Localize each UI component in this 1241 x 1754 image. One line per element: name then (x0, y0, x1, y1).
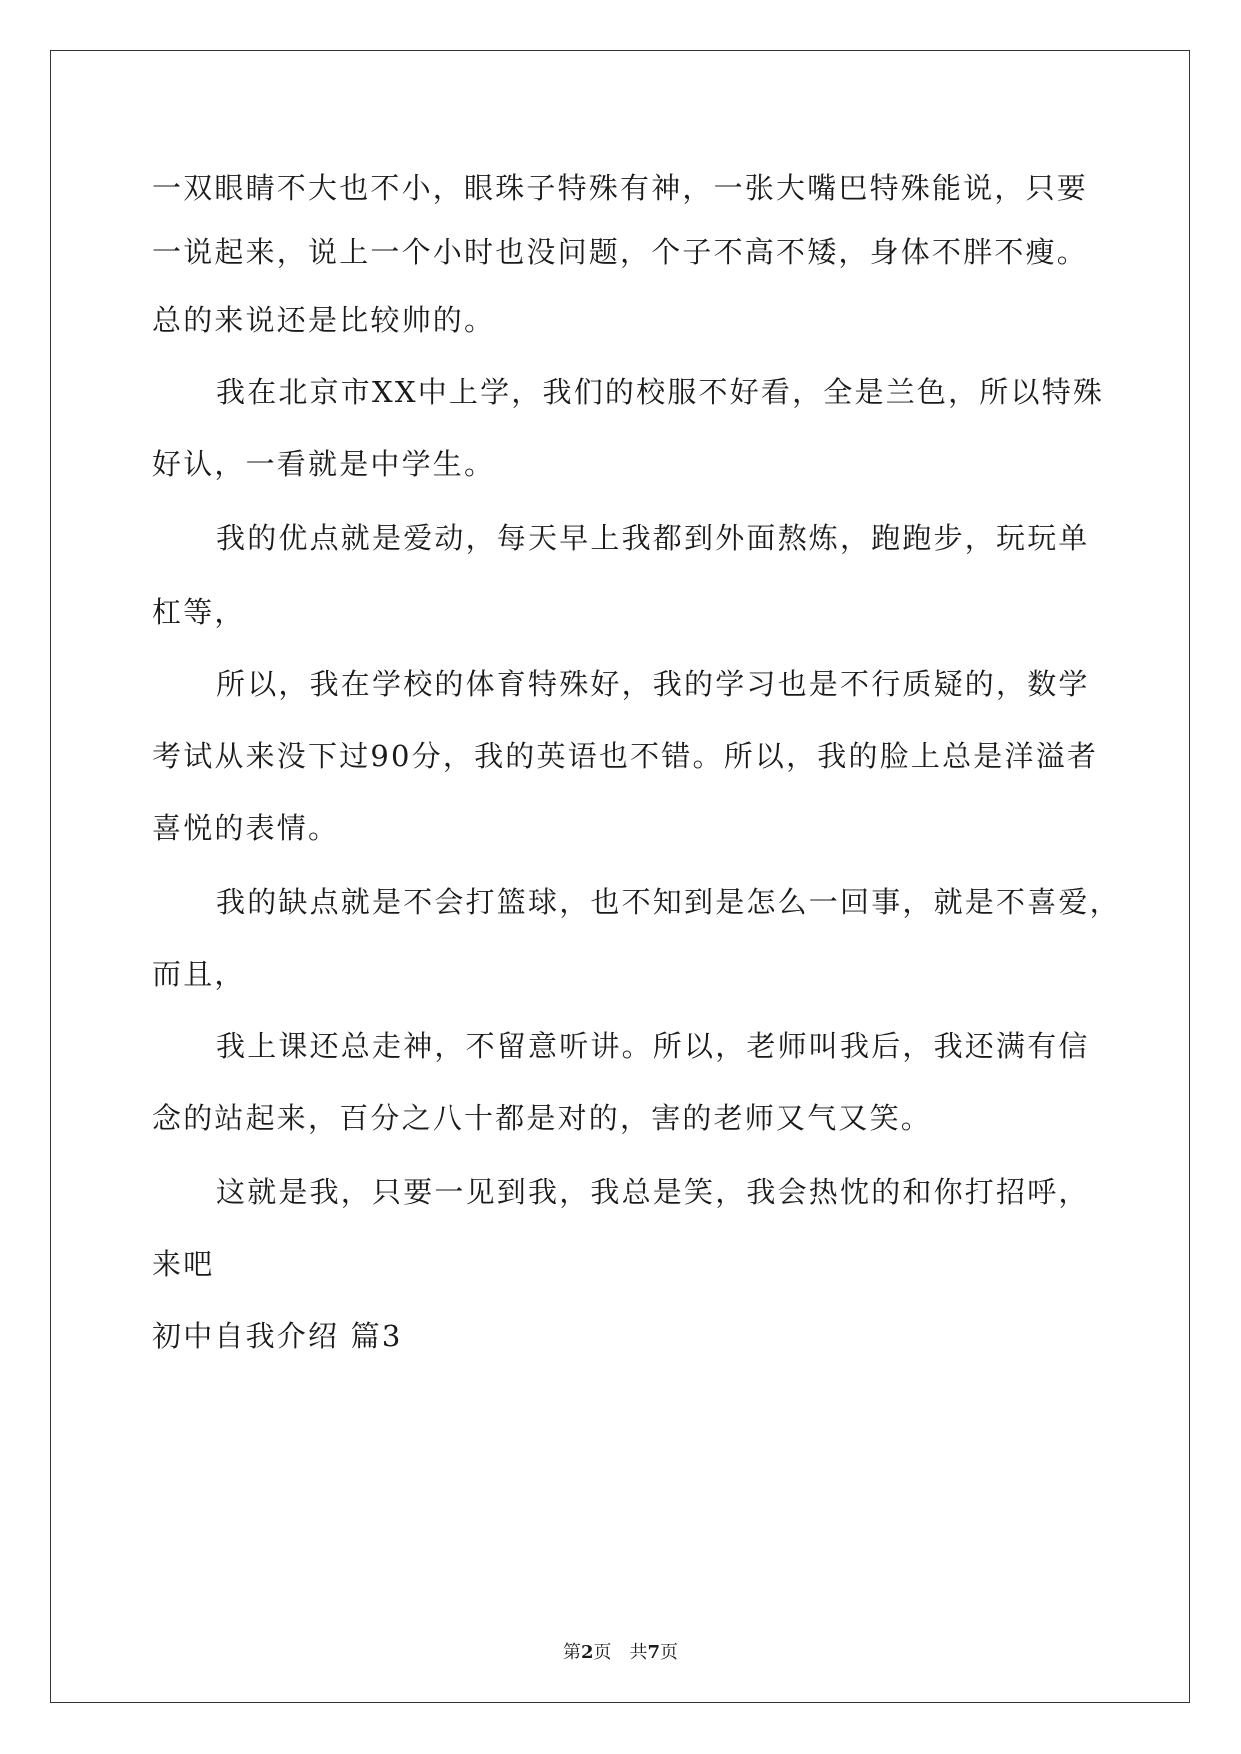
paragraph-line: 喜悦的表情。 (152, 811, 340, 845)
section-heading: 初中自我介绍 篇3 (152, 1319, 403, 1353)
total-label-prefix: 共 (629, 1642, 648, 1663)
paragraph-line: 所以，我在学校的体育特殊好，我的学习也是不行质疑的，数学 (216, 667, 1090, 701)
page-border (50, 50, 1190, 1703)
paragraph-line: 而且， (152, 957, 246, 991)
page-number: 2 (580, 1642, 594, 1663)
total-pages: 7 (647, 1642, 661, 1663)
paragraph-line: 念的站起来，百分之八十都是对的，害的老师又气又笑。 (152, 1101, 933, 1135)
paragraph-line: 总的来说还是比较帅的。 (152, 303, 496, 337)
paragraph-line: 来吧 (152, 1247, 215, 1281)
total-label-suffix: 页 (660, 1642, 679, 1663)
paragraph-line: 杠等， (152, 595, 246, 629)
paragraph-line: 我的缺点就是不会打篮球，也不知到是怎么一回事，就是不喜爱， (216, 885, 1121, 919)
paragraph-line: 考试从来没下过90分，我的英语也不错。所以，我的脸上总是洋溢者 (152, 739, 1099, 773)
paragraph-line: 我上课还总走神，不留意听讲。所以，老师叫我后，我还满有信 (216, 1029, 1090, 1063)
paragraph-line: 一双眼睛不大也不小，眼珠子特殊有神，一张大嘴巴特殊能说，只要 (152, 171, 1089, 205)
page-footer (0, 1638, 1241, 1664)
paragraph-line: 这就是我，只要一见到我，我总是笑，我会热忱的和你打招呼， (216, 1175, 1090, 1209)
page-label-suffix: 页 (593, 1642, 612, 1663)
paragraph-line: 我的优点就是爱动，每天早上我都到外面熬炼，跑跑步，玩玩单 (216, 521, 1090, 555)
paragraph-line: 我在北京市XX中上学，我们的校服不好看，全是兰色，所以特殊 (216, 375, 1105, 409)
paragraph-line: 好认，一看就是中学生。 (152, 447, 496, 481)
page-label-prefix: 第 (562, 1642, 581, 1663)
paragraph-line: 一说起来，说上一个小时也没问题，个子不高不矮，身体不胖不瘦。 (152, 235, 1089, 269)
